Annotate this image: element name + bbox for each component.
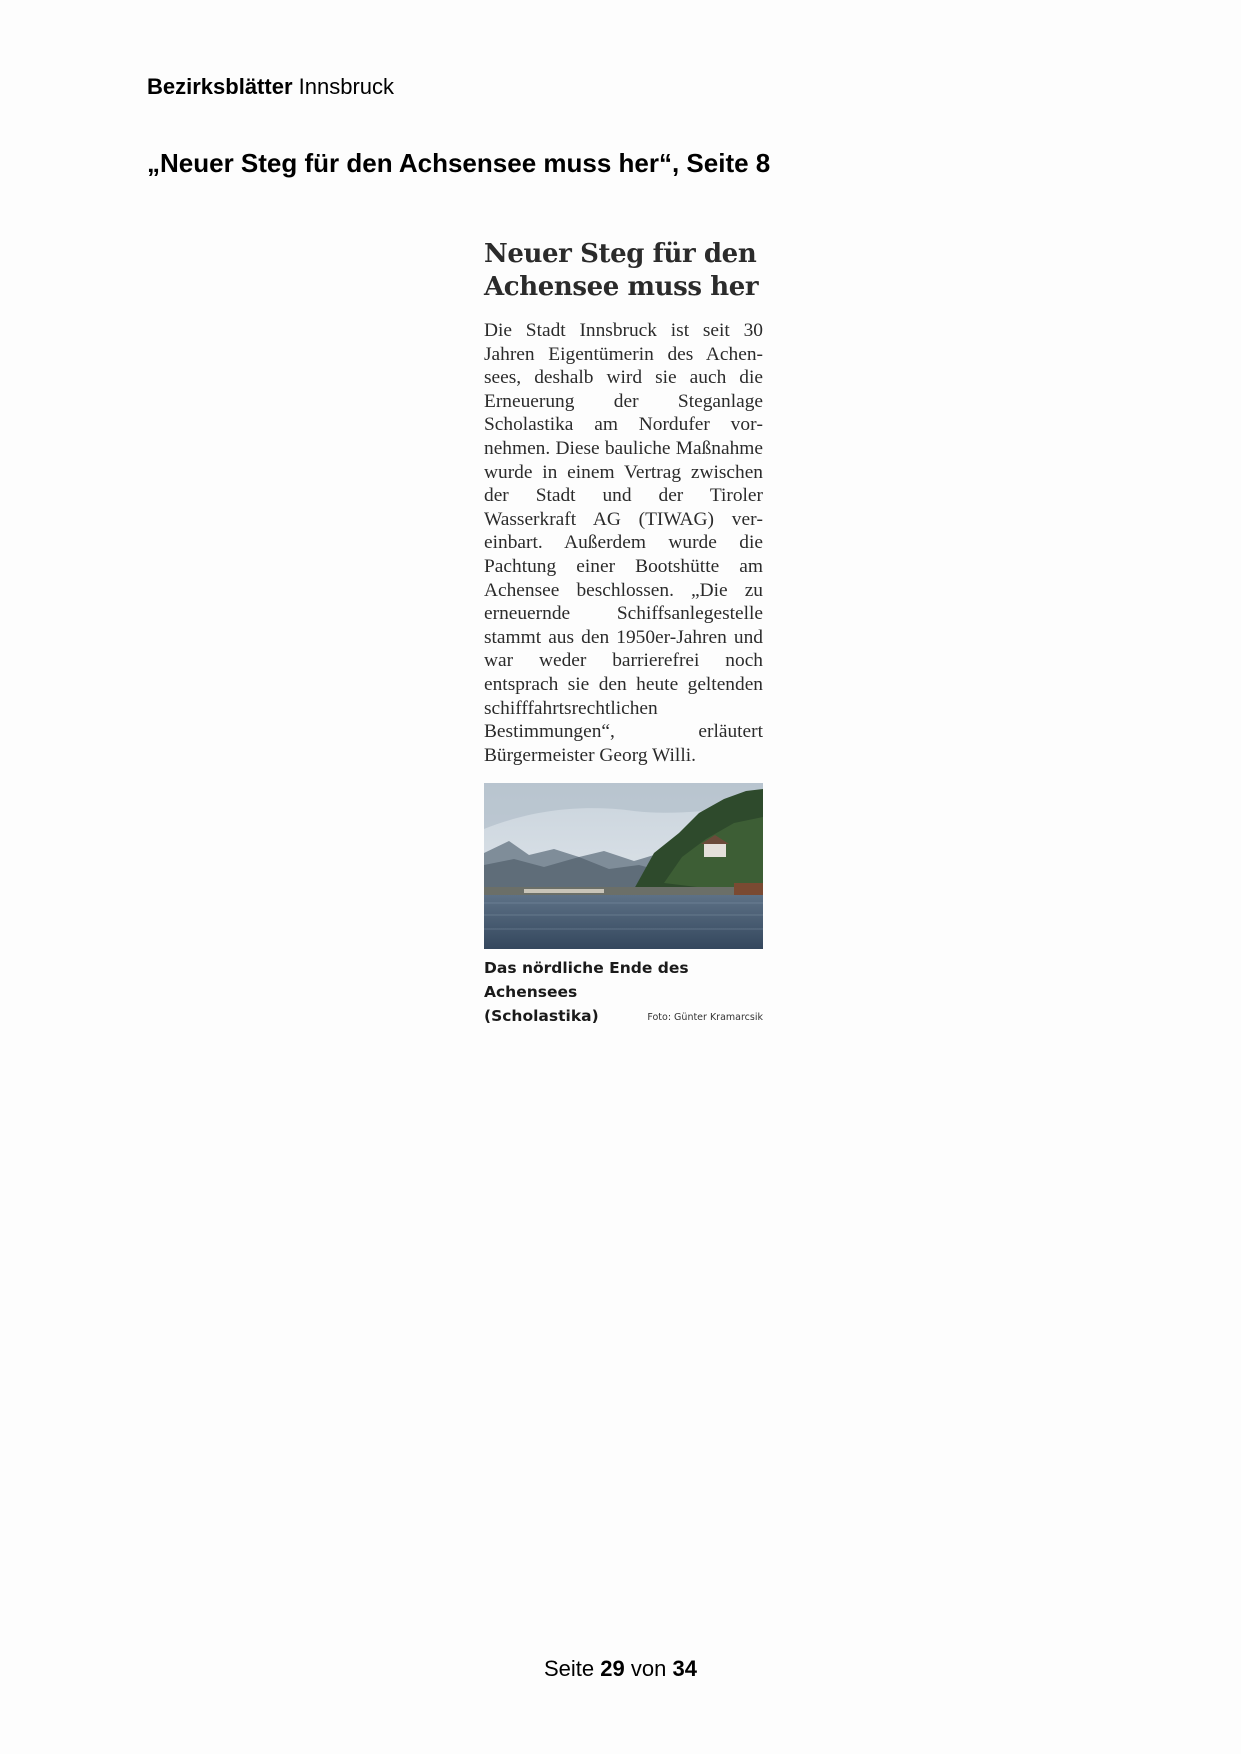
clipping-headline: „Neuer Steg für den Achsensee muss her“, Seite 8 [147,148,771,178]
lake-photo [484,783,763,949]
total-page-count: 34 [672,1656,697,1681]
article-title-line-1: Neuer Steg für den [484,239,757,269]
newspaper-clipping [484,238,763,1028]
caption-line-2: (Scholastika) [484,1007,599,1026]
photo-house [704,843,726,857]
publication-name: Bezirksblätter [147,74,293,99]
article-title [484,238,763,304]
current-page-number: 29 [600,1656,625,1681]
photo-credit: Foto: Günter Kramarcsik [647,1012,763,1024]
footer-prefix: Seite [544,1656,595,1681]
article-body: Die Stadt Innsbruck ist seit 30 Jahren Eigentümerin des Achensees, deshalb wird sie auch die Erneuerung der Steganlage Scholastika am Nordufer vornehmen. Diese bauliche Maßnahme wurde in einem Vertrag zwischen der Stadt und der Tiroler Wasserkraft AG (TIWAG) vereinbart. Außerdem wurde die Pachtung einer Bootshütte am Achensee beschlossen. „Die zu erneuernde Schiffsanlegestelle stammt aus den 1950er-Jahren und war weder barrierefrei noch entsprach sie den heute geltenden schifffahrtsrechtlichen Bestimmungen“, erläutert Bürgermeister Georg Willi. [484,320,763,766]
footer-middle: von [630,1656,667,1681]
page-footer [0,1656,1241,1682]
caption-line-1: Das nördliche Ende des Achensees [484,959,689,1002]
article-title-line-2: Achensee muss her [484,272,759,302]
publication-region: Innsbruck [298,74,395,99]
photo-caption [484,956,763,1028]
page-header [147,74,394,100]
